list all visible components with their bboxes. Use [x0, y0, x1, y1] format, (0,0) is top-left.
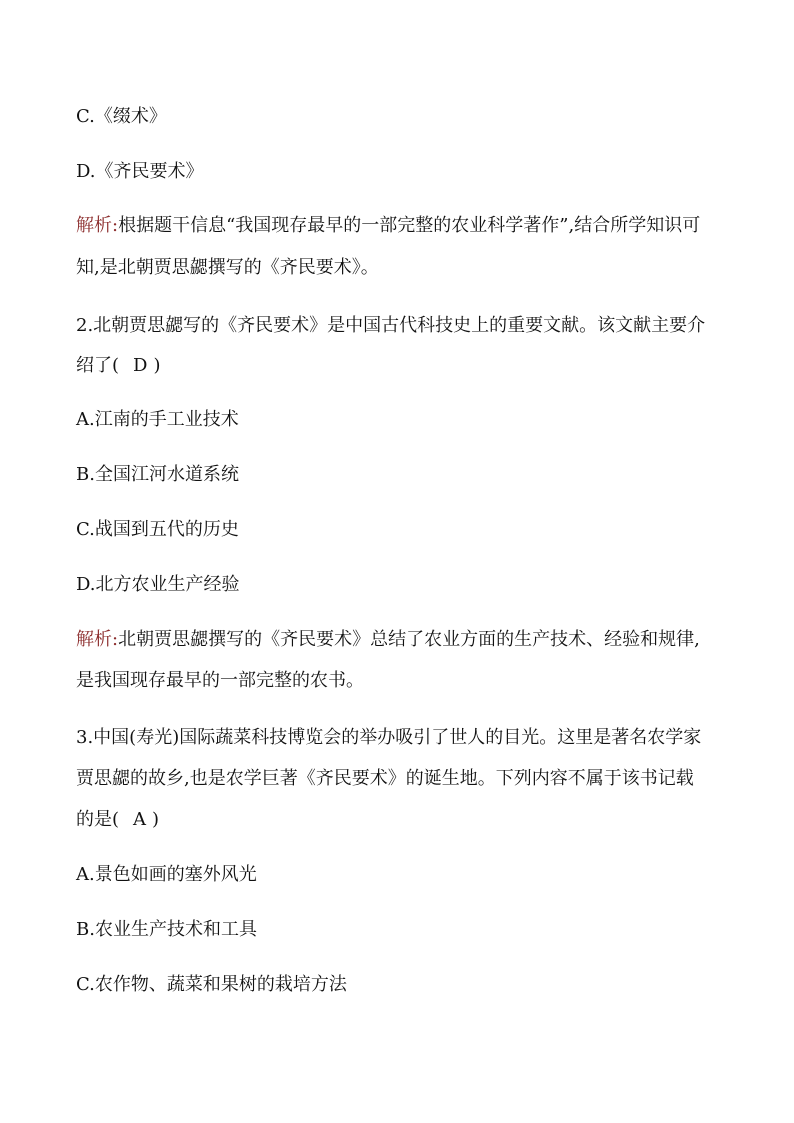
q1-analysis-line-1	[76, 214, 700, 238]
analysis-text: 北朝贾思勰撰写的《齐民要术》总结了农业方面的生产技术、经验和规律,	[118, 629, 700, 650]
q3-stem-line-1: 3.中国(寿光)国际蔬菜科技博览会的举办吸引了世人的目光。这里是著名农学家	[76, 727, 702, 748]
stem-prefix: 的是(	[76, 809, 120, 830]
q2-analysis-line-1	[76, 628, 700, 652]
stem-prefix: 绍了(	[76, 355, 120, 376]
q1-option-c: C.《缀术》	[76, 106, 167, 127]
q2-stem-line-2	[76, 354, 161, 378]
q2-stem-line-1: 2.北朝贾思勰写的《齐民要术》是中国古代科技史上的重要文献。该文献主要介	[76, 315, 706, 336]
q2-option-d: D.北方农业生产经验	[76, 574, 240, 595]
q2-option-a: A.江南的手工业技术	[76, 409, 239, 430]
analysis-text: 根据题干信息“我国现存最早的一部完整的农业科学著作”,结合所学知识可	[118, 215, 701, 236]
q2-analysis-line-2: 是我国现存最早的一部完整的农书。	[76, 670, 364, 691]
stem-suffix: )	[153, 355, 161, 376]
q3-option-c: C.农作物、蔬菜和果树的栽培方法	[76, 974, 347, 995]
q3-stem-line-3	[76, 808, 159, 832]
q1-option-d: D.《齐民要术》	[76, 161, 204, 182]
answer-mark: A	[133, 809, 147, 830]
analysis-label: 解析:	[76, 629, 119, 650]
answer-mark: D	[133, 355, 148, 376]
stem-suffix: )	[152, 809, 160, 830]
q3-option-b: B.农业生产技术和工具	[76, 919, 257, 940]
q3-option-a: A.景色如画的塞外风光	[76, 864, 257, 885]
q3-stem-line-2: 贾思勰的故乡,也是农学巨著《齐民要术》的诞生地。下列内容不属于该书记载	[76, 768, 694, 789]
q1-analysis-line-2: 知,是北朝贾思勰撰写的《齐民要术》。	[76, 257, 379, 278]
q2-option-c: C.战国到五代的历史	[76, 519, 239, 540]
q2-option-b: B.全国江河水道系统	[76, 464, 239, 485]
analysis-label: 解析:	[76, 215, 119, 236]
